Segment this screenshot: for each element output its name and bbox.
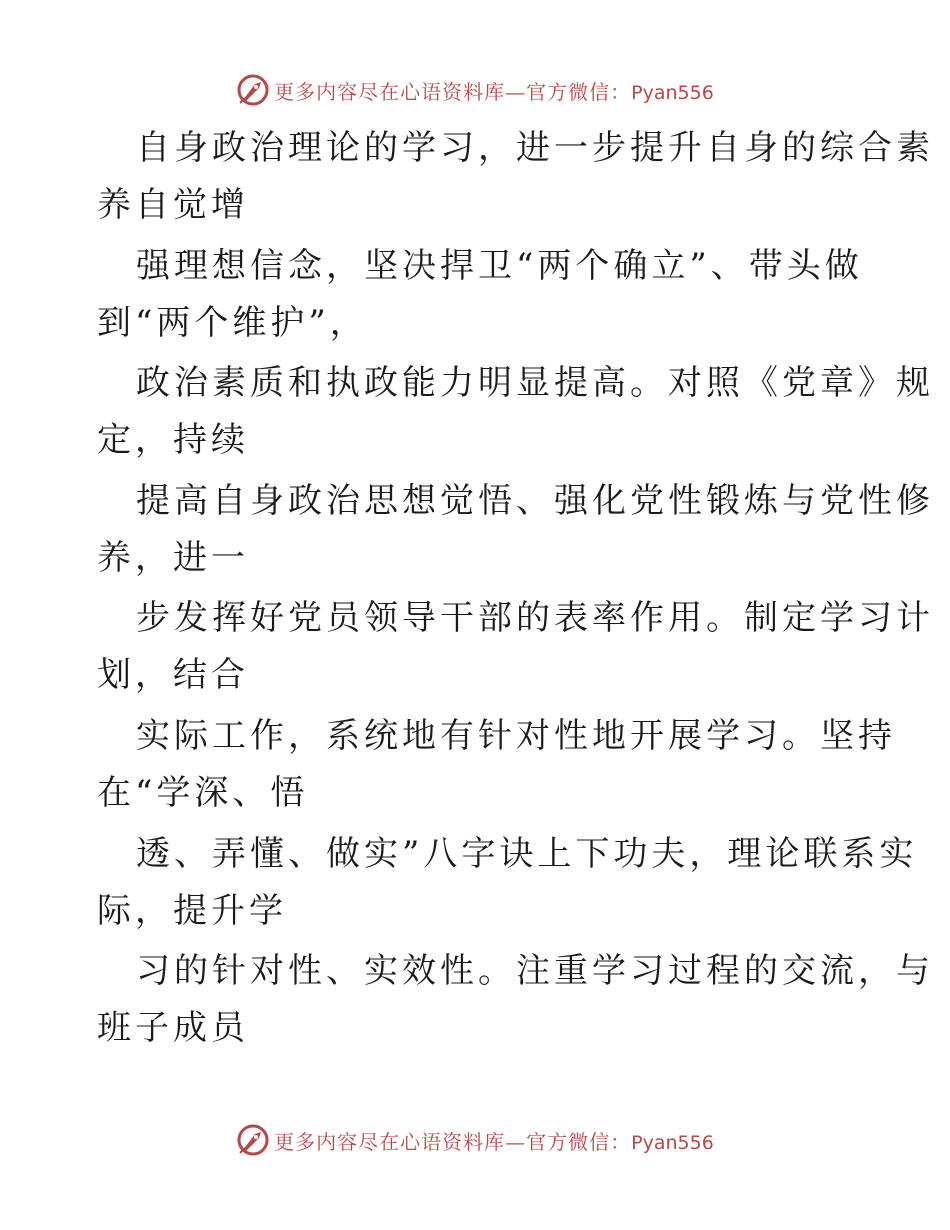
paragraph — [0, 118, 950, 236]
paragraph-line: 际，提升学 — [97, 890, 287, 931]
pen-nib-logo-icon — [236, 73, 270, 107]
footer-banner-text — [274, 1126, 714, 1155]
paragraph-line: 在“学深、悟 — [97, 772, 309, 813]
paragraph-line: 步发挥好党员领导干部的表率作用。制定学习计 — [136, 598, 934, 639]
pen-nib-logo-icon — [236, 1123, 270, 1157]
paragraph-line: 班子成员 — [97, 1008, 249, 1049]
paragraph — [0, 706, 950, 824]
header-banner-cn: 更多内容尽在心语资料库—官方微信： — [274, 79, 632, 104]
paragraph — [0, 824, 950, 942]
paragraph-line: 透、弄懂、做实”八字诀上下功夫，理论联系实 — [136, 833, 918, 874]
paragraph — [0, 471, 950, 589]
paragraph-line: 到“两个维护”， — [97, 302, 368, 343]
paragraph — [0, 236, 950, 354]
paragraph — [0, 353, 950, 471]
paragraph-line: 提高自身政治思想觉悟、强化党性锻炼与党性修 — [136, 480, 934, 521]
footer-banner — [0, 1120, 950, 1160]
paragraph — [0, 941, 950, 1059]
header-banner-wechat-id: Pyan556 — [631, 81, 714, 104]
paragraph-line: 政治素质和执政能力明显提高。对照《党章》规 — [136, 363, 934, 404]
paragraph-line: 养自觉增 — [97, 185, 249, 225]
header-banner-text — [274, 76, 714, 105]
paragraph-line: 定，持续 — [97, 420, 249, 461]
paragraph-line: 习的针对性、实效性。注重学习过程的交流，与 — [136, 951, 934, 992]
paragraph — [0, 588, 950, 706]
paragraph-line: 自身政治理论的学习，进一步提升自身的综合素 — [136, 128, 934, 168]
header-banner — [0, 70, 950, 110]
footer-banner-cn: 更多内容尽在心语资料库—官方微信： — [274, 1129, 632, 1154]
paragraph-line: 实际工作，系统地有针对性地开展学习。坚持 — [136, 715, 896, 756]
paragraph-line: 强理想信念，坚决捍卫“两个确立”、带头做 — [136, 245, 863, 286]
paragraph-line: 养，进一 — [97, 537, 249, 578]
footer-banner-wechat-id: Pyan556 — [631, 1131, 714, 1154]
document-body — [0, 118, 950, 1059]
paragraph-line: 划，结合 — [97, 655, 249, 696]
